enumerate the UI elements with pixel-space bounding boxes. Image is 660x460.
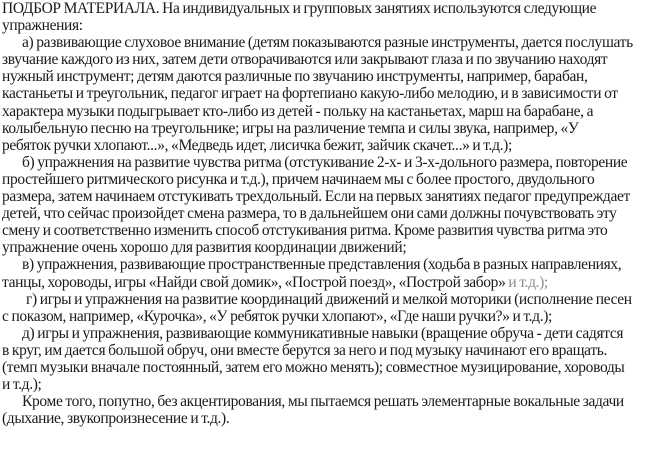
document-body [2,0,658,427]
text-line-faded-tail: и т.д.); [505,273,548,291]
text-line: а) развивающие слуховое внимание (детям показываются разные инструменты, дается послушать [22,34,633,52]
text-line: г) игры и упражнения на развитие координаций движений и мелкой моторики (исполнение песен [26,290,632,308]
text-line: звучание каждого из них, затем дети отворачиваются или закрывают глаза и по звучанию находят [2,51,608,69]
text-line: упражнение очень хорошо для развития координации движений; [2,239,407,257]
text-line: Кроме того, попутно, без акцентирования, мы пытаемся решать элементарные вокальные задачи [22,393,624,411]
text-line: детей, что сейчас произойдет смена размера, то в дальнейшем они сами должны почувствовать эту [2,205,617,223]
text-line: упражнения: [2,17,83,35]
text-line: нужный инструмент; детям даются различные по звучанию инструменты, например, барабан, [2,68,588,86]
text-line: характера музыки подыгрывает кто-либо из детей - польку на кастаньетах, марш на барабане, а [2,102,594,120]
text-line: размера, затем начинаем отстукивать трехдольный. Если на первых занятиях педагог предупреждает [2,188,630,206]
text-line: ПОДБОР МАТЕРИАЛА. На индивидуальных и групповых занятиях используются следующие [2,0,597,17]
text-line: в) упражнения, развивающие пространственные представления (ходьба в разных направлениях, [22,256,622,274]
text-line: б) упражнения на развитие чувства ритма (отстукивание 2-х- и 3-х-дольного размера, повторение [22,153,628,171]
text-line: колыбельную песню на треугольнике; игры на различение темпа и силы звука, например, «У [2,119,579,137]
text-line: и т.д.); [2,376,42,394]
text-line: д) игры и упражнения, развивающие коммуникативные навыки (вращение обруча - дети садятся [22,324,624,342]
text-line: с показом, например, «Курочка», «У ребяток ручки хлопают», «Где наши ручки?» и т.д.); [2,307,553,325]
text-line [2,274,658,291]
text-line: ребяток ручки хлопают...», «Медведь идет, лисичка бежит, зайчик скачет...» и т.д.); [2,136,512,154]
text-line: в круг, им дается большой обруч, они вместе берутся за него и под музыку начинают его вращать. [2,341,607,359]
text-line: кастаньеты и треугольник, педагог играет на фортепиано какую-либо мелодию, и в зависимости от [2,85,618,103]
text-line-main: танцы, хороводы, игры «Найди свой домик», «Построй поезд», «Построй забор» [2,273,506,291]
text-line: простейшего ритмического рисунка и т.д.), причем начинаем мы с более простого, двудольного [2,170,595,188]
text-line: смену и соответственно изменить способ отстукивания ритма. Кроме развития чувства ритма это [2,222,608,240]
text-line: (темп музыки вначале постоянный, затем его можно менять); совместное музицирование, хороводы [2,358,625,376]
text-line: (дыхание, звукопроизнесение и т.д.). [2,410,230,428]
